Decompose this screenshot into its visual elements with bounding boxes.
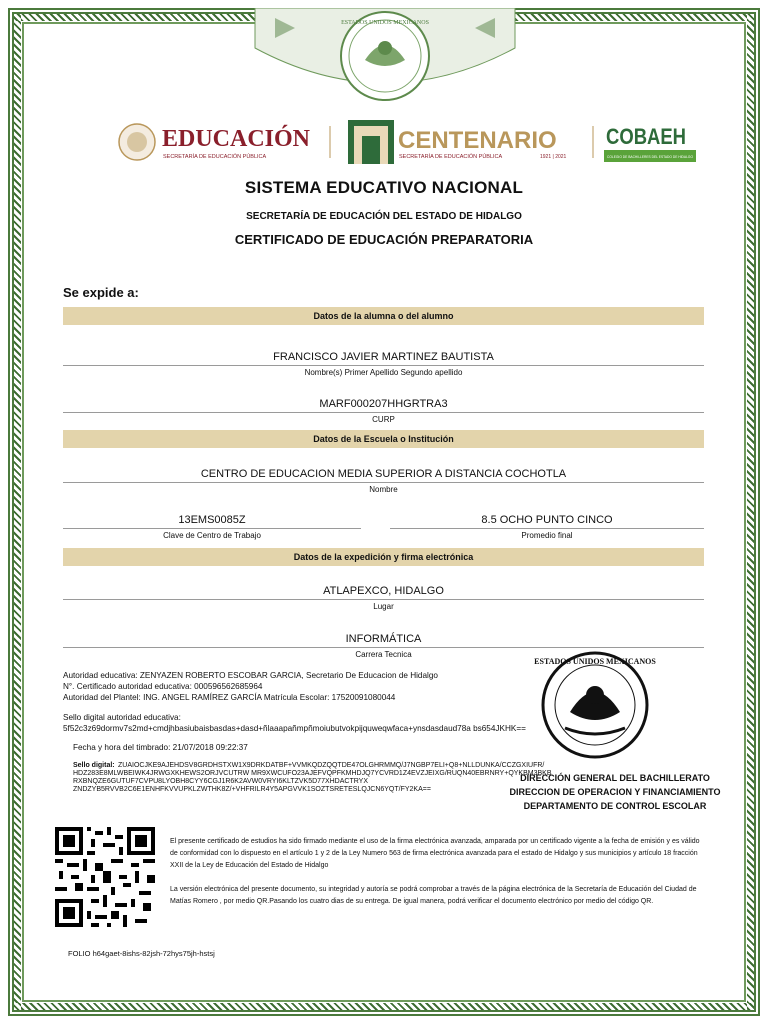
field-curp	[63, 397, 704, 424]
legal-paragraph-2: La versión electrónica del presente documento, su integridad y autoría se podrá comprobar a través de la página electrónica de la Secretaría de Educación del Ciudad de Matías Romero , por medio QR.Pasando los cuatro dias de su entrega. De igual manera, podrá verificar el documento electrónico por medio del código QR.	[170, 886, 697, 905]
name-value: FRANCISCO JAVIER MARTINEZ BAUTISTA	[273, 351, 494, 363]
document-subtitle: SECRETARÍA DE EDUCACIÓN DEL ESTADO DE HIDALGO	[246, 211, 522, 222]
field-place	[63, 584, 704, 611]
legal-paragraph-1: El presente certificado de estudios ha sido firmado mediante el uso de la firma electrónica avanzada, amparada por un certificado vigente a la fecha de emisión y es válido de conformidad con lo dispuesto en el artículo 1 y 2 de la Ley Numero 563 de firma electrónica avanzada para el estado de Hidalgo y sus municipios y artículo 18 fracción XXII de la Ley de Educación del Estado de Hidalgo	[170, 838, 700, 869]
folio: FOLIO h64gaet-8ishs-82jsh-72hys75jh-hstsj	[68, 949, 215, 958]
average-value: 8.5 OCHO PUNTO CINCO	[481, 514, 613, 526]
national-seal-top	[235, 8, 535, 108]
career-value: INFORMÁTICA	[345, 633, 422, 645]
cobaeh-logo	[604, 124, 696, 162]
cobaeh-logo-sub: COLEGIO DE BACHILLERES DEL ESTADO DE HIDALGO	[607, 154, 693, 159]
school-label: Nombre	[369, 485, 398, 494]
certificate-title: CERTIFICADO DE EDUCACIÓN PREPARATORIA	[234, 232, 534, 247]
authority-line-3: Autoridad del Plantel: ING. ANGEL RAMÍREZ GARCÍA Matrícula Escolar: 17520091080044	[63, 693, 396, 702]
cobaeh-logo-text: COBAEH	[606, 124, 686, 149]
cct-value: 13EMS0085Z	[178, 514, 246, 526]
authority-line-1: Autoridad educativa: ZENYAZEN ROBERTO ESCOBAR GARCIA, Secretario De Educacion de Hidalgo	[63, 671, 438, 680]
educacion-logo	[119, 124, 311, 160]
name-label: Nombre(s) Primer Apellido Segundo apellido	[304, 368, 463, 377]
curp-value: MARF000207HHGRTRA3	[319, 398, 448, 410]
educacion-logo-text: EDUCACIÓN	[162, 126, 311, 152]
section-expedition: Datos de la expedición y firma electrónica	[63, 548, 704, 566]
career-label: Carrera Tecnica	[355, 650, 412, 659]
average-label: Promedio final	[521, 531, 573, 540]
place-label: Lugar	[373, 602, 394, 611]
centenario-logo-years: 1921 | 2021	[540, 154, 567, 160]
sello-authority-label: Sello digital autoridad educativa:	[63, 713, 181, 722]
sello-digital-line-3: RXBNQZE6GUTUF7CVPU8LYOBH8CYY6CGJ1R6K2AVW0VRYI6KLTZVK5D77XHDACTRYX	[73, 778, 369, 785]
sello-authority-value: 5f52c3z69dormv7s2md+cmdjhbasiubaisbasdas+dasd+ñlaaapañmpñmoiubutvokpijquweqwfaca+ynsdasdaud78a bs654JKHK==	[63, 724, 526, 733]
section-student: Datos de la alumna o del alumno	[63, 307, 704, 325]
authority-line-2: N°. Certificado autoridad educativa: 000596562685964	[63, 682, 263, 691]
place-value: ATLAPEXCO, HIDALGO	[323, 585, 444, 597]
centenario-logo	[348, 120, 567, 164]
direction-line-1: DIRECCIÓN GENERAL DEL BACHILLERATO	[520, 773, 710, 783]
field-school	[63, 467, 704, 494]
stamp-seal-text: ESTADOS UNIDOS MEXICANOS	[534, 657, 656, 666]
direction-line-3: DEPARTAMENTO DE CONTROL ESCOLAR	[523, 801, 707, 811]
section-school: Datos de la Escuela o Institución	[63, 430, 704, 448]
document-title: SISTEMA EDUCATIVO NACIONAL	[244, 178, 524, 197]
educacion-logo-sub: SECRETARÍA DE EDUCACIÓN PÚBLICA	[163, 154, 267, 160]
centenario-logo-text: CENTENARIO	[398, 127, 557, 154]
logos-row	[0, 112, 768, 176]
field-cct	[63, 513, 361, 540]
field-average	[390, 513, 704, 540]
sello-digital-label: Sello digital:	[73, 762, 115, 769]
sello-digital-line-1: ZUAIOCJKE9AJEHDSV8GRDHSTXW1X9DRKDATBF+VVMKQDZQQTDE47OLGHRMMQ/J7NGBP7ELI+Q8+NLLDUNKA/CCZGXIUFR/	[118, 762, 545, 769]
curp-label: CURP	[372, 415, 395, 424]
cct-label: Clave de Centro de Trabajo	[163, 531, 261, 540]
qr-code	[55, 827, 155, 927]
sello-digital-line-4: ZNDZYB5RVVB2C6E1ENHFKVVUPKLZWTHK8Z/+VHFRILR4Y5APGVVK1SOZTSRETESLQJCN6YQT/FY2KA==	[73, 786, 431, 793]
timbrado-date: Fecha y hora del timbrado: 21/07/2018 09:22:37	[73, 743, 248, 752]
expide-label: Se expide a:	[63, 285, 139, 300]
field-name	[63, 350, 704, 377]
sello-digital-line-2: HDZ283E8MLWBEIWK4JRWGXKHEWS2ORJVCUTRW MR9XWCUFO23AJEFVQPFKMHDJQ7YCVRD1Z4EVZJEIXG/RUQN40EBRNRY+QYKBM3BKB	[73, 770, 552, 777]
direction-line-2: DIRECCION DE OPERACION Y FINANCIAMIENTO	[509, 787, 721, 797]
seal-top-text: ESTADOS UNIDOS MEXICANOS	[341, 20, 429, 26]
school-value: CENTRO DE EDUCACION MEDIA SUPERIOR A DISTANCIA COCHOTLA	[200, 468, 567, 480]
centenario-logo-sub: SECRETARÍA DE EDUCACIÓN PÚBLICA	[399, 154, 503, 160]
